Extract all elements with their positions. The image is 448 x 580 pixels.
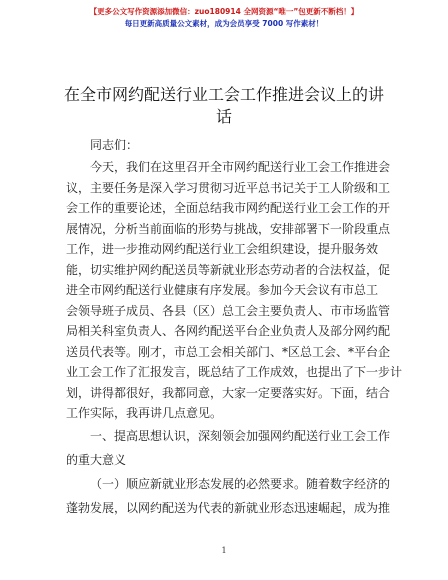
heading-line: 的重大意义	[66, 453, 127, 468]
paragraph-line: 工作，进一步推动网约配送行业工会组织建设，提升服务效	[66, 242, 379, 256]
title-line-1: 在全市网约配送行业工会工作推进会议上的讲	[63, 85, 384, 104]
subsection-line: （一）顺应新就业形态发展的必然要求。随着数字经济的	[90, 477, 391, 491]
paragraph-line: 业工会工作了汇报发言，既总结了工作成效，也提出了下一步计	[66, 365, 403, 379]
paragraph-line: 今天，我们在这里召开全市网约配送行业工会工作推进会	[90, 160, 391, 174]
paragraph-line: 会领导班子成员、各县（区）总工会主要负责人、市市场监管	[66, 303, 391, 318]
paragraph-line: 进全市网约配送行业健康有序发展。参加今天会议有市总工	[66, 283, 379, 297]
page-number: 1	[221, 546, 227, 555]
paragraph-line: 送员代表等。刚才，市总工会相关部门、*区总工会、*平台企	[66, 344, 391, 359]
subsection-1	[66, 472, 391, 521]
title-line-2: 话	[215, 107, 232, 126]
promo-banner	[0, 6, 448, 30]
paragraph-line: 划，讲得都很好，我都同意，大家一定要落实好。下面，结合	[66, 385, 391, 400]
paragraph-line: 议，主要任务是深入学习贯彻习近平总书记关于工人阶级和工	[66, 180, 391, 195]
paragraph-line: 局相关科室负责人、各网约配送平台企业负责人及部分网约配	[66, 324, 391, 338]
promo-banner-line-1: 【更多公文写作资源添加微信：zuo180914 全网资源“唯一”包更新不断档！】	[89, 7, 359, 16]
paragraph-line: 展情况，分析当前面临的形势与挑战，安排部署下一阶段重点	[66, 221, 391, 236]
paragraph-line: 会工作的重要论述，全面总结我市网约配送行业工会工作的开	[66, 201, 391, 215]
subsection-line: 蓬勃发展，以网约配送为代表的新就业形态迅速崛起，成为推	[66, 501, 391, 516]
paragraph-line: 工作实际，我再讲几点意见。	[66, 406, 223, 420]
salutation-text: 同志们：	[90, 138, 139, 152]
section-heading-1	[66, 424, 391, 473]
paragraph-intro	[66, 157, 403, 424]
paragraph-line: 能，切实维护网约配送员等新就业形态劳动者的合法权益，促	[66, 262, 391, 277]
heading-line: 一、提高思想认识，深刻领会加强网约配送行业工会工作	[90, 429, 391, 443]
salutation	[66, 133, 388, 157]
document-title	[60, 84, 388, 128]
promo-banner-line-2: 每日更新高质量公文素材，成为会员享受 7000 写作素材！	[124, 19, 324, 28]
